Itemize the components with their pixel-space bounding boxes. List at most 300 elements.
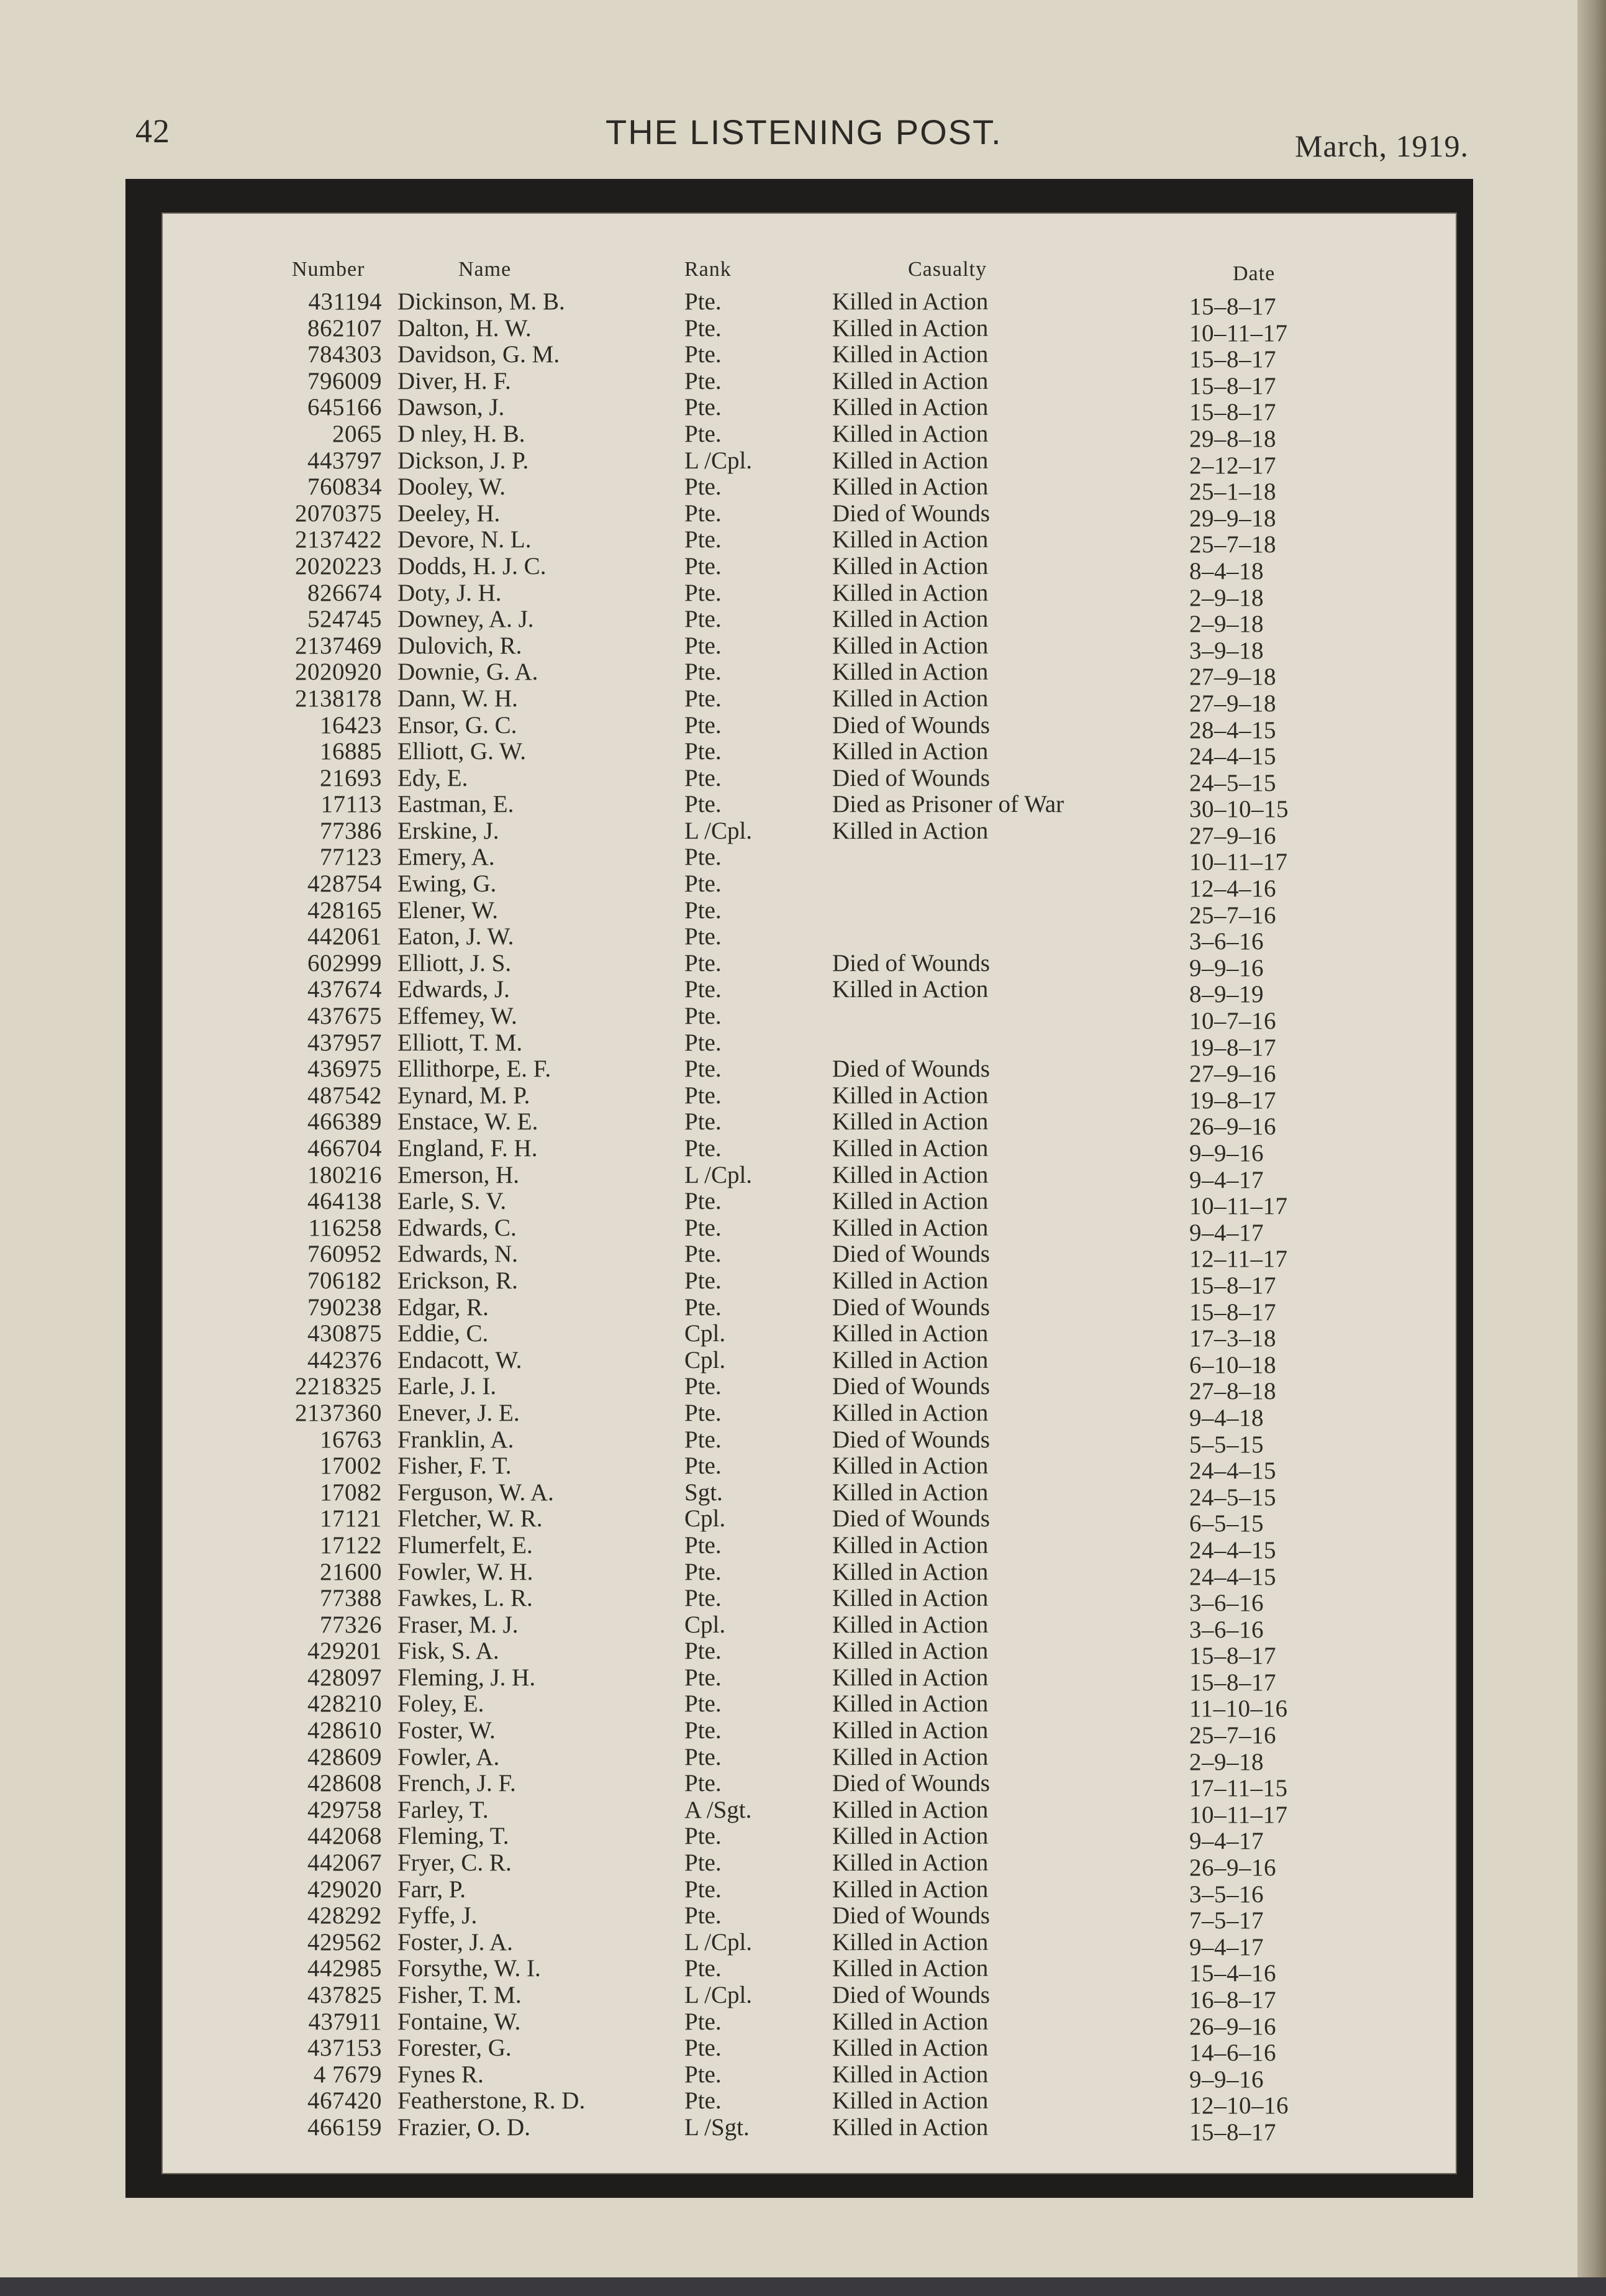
soldier-name: Endacott, W. [397, 1346, 522, 1374]
casualty-type: Killed in Action [832, 314, 989, 342]
casualty-type: Killed in Action [832, 2061, 989, 2088]
casualty-type: Killed in Action [832, 447, 989, 474]
rank: Pte. [684, 2008, 722, 2035]
soldier-name: Forsythe, W. I. [397, 1955, 541, 1982]
casualty-date: 3–6–16 [1189, 928, 1264, 955]
service-number: 790238 [307, 1293, 382, 1321]
casualty-date: 14–6–16 [1189, 2039, 1276, 2067]
casualty-date: 15–8–17 [1189, 372, 1276, 399]
table-row [0, 790, 1577, 823]
rank: Pte. [684, 1029, 722, 1056]
casualty-type: Killed in Action [832, 685, 989, 712]
service-number: 442068 [307, 1823, 382, 1850]
service-number: 760952 [307, 1241, 382, 1268]
service-number: 436975 [307, 1055, 382, 1083]
table-row [0, 922, 1577, 955]
rank: Pte. [684, 632, 722, 659]
table-row [0, 764, 1577, 796]
rank: A /Sgt. [684, 1796, 752, 1823]
service-number: 2137469 [295, 632, 382, 659]
soldier-name: Fisher, T. M. [397, 1982, 522, 2008]
casualty-date: 15–4–16 [1189, 1960, 1276, 1987]
casualty-date: 9–9–16 [1189, 954, 1264, 982]
rank: L /Cpl. [684, 447, 753, 474]
soldier-name: Eaton, J. W. [397, 923, 514, 950]
service-number: 784303 [307, 341, 382, 368]
rank: Pte. [684, 394, 722, 421]
service-number: 429562 [307, 1928, 382, 1956]
table-row [0, 1558, 1577, 1590]
table-row [0, 1187, 1577, 1220]
rank: Pte. [684, 764, 722, 791]
casualty-type: Died of Wounds [832, 1293, 990, 1321]
casualty-date: 19–8–17 [1189, 1034, 1276, 1061]
soldier-name: England, F. H. [397, 1135, 538, 1162]
soldier-name: Emerson, H. [397, 1161, 520, 1188]
soldier-name: Fontaine, W. [397, 2008, 521, 2035]
rank: Pte. [684, 2087, 722, 2115]
casualty-date: 9–4–18 [1189, 1404, 1264, 1431]
service-number: 437911 [308, 2008, 382, 2035]
casualty-type: Killed in Action [832, 526, 989, 554]
soldier-name: Downie, G. A. [397, 658, 538, 686]
casualty-date: 24–4–15 [1189, 1536, 1276, 1564]
casualty-type: Killed in Action [832, 1928, 989, 1956]
soldier-name: D nley, H. B. [397, 420, 525, 447]
casualty-date: 8–9–19 [1189, 981, 1264, 1008]
casualty-date: 12–10–16 [1189, 2092, 1289, 2120]
service-number: 77123 [320, 844, 382, 871]
casualty-date: 10–11–17 [1189, 1801, 1288, 1828]
service-number: 428609 [307, 1743, 382, 1770]
casualty-date: 6–10–18 [1189, 1351, 1276, 1378]
casualty-date: 12–11–17 [1189, 1246, 1288, 1273]
table-row [0, 1637, 1577, 1670]
rank: Pte. [684, 923, 722, 950]
service-number: 16885 [320, 738, 382, 765]
casualty-date: 15–8–17 [1189, 1642, 1276, 1670]
soldier-name: Doty, J. H. [397, 579, 502, 606]
table-row [0, 1664, 1577, 1696]
service-number: 16423 [320, 711, 382, 739]
rank: Pte. [684, 1743, 722, 1770]
rank: Pte. [684, 1823, 722, 1850]
casualty-date: 2–12–17 [1189, 452, 1276, 479]
casualty-date: 26–9–16 [1189, 1113, 1276, 1141]
rank: Pte. [684, 1558, 722, 1585]
casualty-date: 10–11–17 [1189, 319, 1288, 347]
casualty-date: 6–5–15 [1189, 1510, 1264, 1538]
rank: Pte. [684, 1108, 722, 1136]
soldier-name: Eddie, C. [397, 1320, 489, 1347]
soldier-name: Ensor, G. C. [397, 711, 517, 739]
casualty-type: Died of Wounds [832, 1982, 990, 2008]
casualty-date: 9–9–16 [1189, 2066, 1264, 2093]
soldier-name: Edy, E. [397, 764, 468, 791]
table-row [0, 737, 1577, 770]
casualty-type: Killed in Action [832, 1108, 989, 1136]
soldier-name: Featherstone, R. D. [397, 2087, 586, 2115]
rank: Pte. [684, 2061, 722, 2088]
soldier-name: Edgar, R. [397, 1293, 489, 1321]
soldier-name: Diver, H. F. [397, 367, 511, 394]
rank: Pte. [684, 1875, 722, 1903]
casualty-type: Died of Wounds [832, 949, 990, 977]
rank: Pte. [684, 1770, 722, 1797]
table-row [0, 1954, 1577, 1987]
rank: Pte. [684, 1188, 722, 1215]
soldier-name: Elliott, T. M. [397, 1029, 523, 1056]
casualty-date: 30–10–15 [1189, 796, 1289, 823]
rank: Pte. [684, 526, 722, 554]
service-number: 180216 [307, 1161, 382, 1188]
rank: Pte. [684, 976, 722, 1003]
rank: Pte. [684, 1955, 722, 1982]
service-number: 466159 [307, 2113, 382, 2141]
table-row [0, 711, 1577, 744]
table-row [0, 1849, 1577, 1882]
service-number: 602999 [307, 949, 382, 977]
service-number: 862107 [307, 314, 382, 342]
service-number: 428292 [307, 1902, 382, 1929]
soldier-name: Edwards, C. [397, 1214, 517, 1241]
table-row [0, 420, 1577, 452]
casualty-date: 24–4–15 [1189, 1457, 1276, 1485]
rank: Pte. [684, 1082, 722, 1109]
rank: Pte. [684, 1531, 722, 1559]
table-row [0, 1426, 1577, 1458]
service-number: 21600 [320, 1558, 382, 1585]
rank: Pte. [684, 1214, 722, 1241]
rank: Pte. [684, 1849, 722, 1877]
casualty-date: 15–8–17 [1189, 2118, 1276, 2146]
table-row [0, 1928, 1577, 1961]
rank: Pte. [684, 870, 722, 898]
page-number: 42 [135, 112, 170, 150]
table-row [0, 2008, 1577, 2040]
casualty-date: 10–11–17 [1189, 849, 1288, 876]
casualty-date: 15–8–17 [1189, 346, 1276, 373]
table-row [0, 1108, 1577, 1141]
table-row [0, 1690, 1577, 1723]
rank: Pte. [684, 1638, 722, 1665]
soldier-name: Fyffe, J. [397, 1902, 478, 1929]
table-row [0, 817, 1577, 849]
soldier-name: Devore, N. L. [397, 526, 532, 554]
table-row [0, 1796, 1577, 1828]
soldier-name: Fryer, C. R. [397, 1849, 512, 1877]
service-number: 464138 [307, 1188, 382, 1215]
casualty-type: Killed in Action [832, 1796, 989, 1823]
casualty-date: 9–4–17 [1189, 1933, 1264, 1961]
casualty-type: Killed in Action [832, 606, 989, 633]
casualty-type: Died of Wounds [832, 1426, 990, 1453]
service-number: 466389 [307, 1108, 382, 1136]
casualty-date: 26–9–16 [1189, 1854, 1276, 1882]
rank: Pte. [684, 1664, 722, 1691]
table-row [0, 1399, 1577, 1431]
rank: Pte. [684, 420, 722, 447]
soldier-name: Dickinson, M. B. [397, 288, 565, 315]
casualty-type: Killed in Action [832, 367, 989, 394]
soldier-name: Foster, J. A. [397, 1928, 513, 1956]
table-row [0, 1875, 1577, 1908]
service-number: 428608 [307, 1770, 382, 1797]
rank: Pte. [684, 685, 722, 712]
casualty-type: Killed in Action [832, 1346, 989, 1374]
service-number: 17082 [320, 1478, 382, 1506]
casualty-date: 25–7–16 [1189, 1722, 1276, 1749]
soldier-name: Ferguson, W. A. [397, 1478, 554, 1506]
service-number: 706182 [307, 1267, 382, 1294]
service-number: 429020 [307, 1875, 382, 1903]
soldier-name: Fletcher, W. R. [397, 1505, 543, 1533]
soldier-name: Elliott, J. S. [397, 949, 512, 977]
rank: L /Cpl. [684, 1928, 753, 1956]
table-row [0, 605, 1577, 638]
service-number: 2020223 [295, 552, 382, 580]
service-number: 428210 [307, 1690, 382, 1718]
rank: Cpl. [684, 1346, 726, 1374]
table-row [0, 1055, 1577, 1088]
casualty-type: Killed in Action [832, 1558, 989, 1585]
service-number: 16763 [320, 1426, 382, 1453]
rank: L /Cpl. [684, 817, 753, 844]
soldier-name: Fleming, T. [397, 1823, 509, 1850]
column-header-date: Date [1233, 262, 1276, 285]
casualty-date: 2–9–18 [1189, 584, 1264, 611]
table-row [0, 1981, 1577, 2013]
casualty-date: 24–5–15 [1189, 769, 1276, 796]
rank: Pte. [684, 367, 722, 394]
casualty-date: 7–5–17 [1189, 1907, 1264, 1934]
service-number: 77326 [320, 1611, 382, 1638]
table-row [0, 1240, 1577, 1273]
rank: Pte. [684, 1267, 722, 1294]
service-number: 428097 [307, 1664, 382, 1691]
service-number: 442061 [307, 923, 382, 950]
casualty-type: Killed in Action [832, 1399, 989, 1426]
service-number: 437825 [307, 1982, 382, 2008]
casualty-date: 27–9–16 [1189, 822, 1276, 849]
casualty-type: Killed in Action [832, 394, 989, 421]
service-number: 21693 [320, 764, 382, 791]
service-number: 645166 [307, 394, 382, 421]
soldier-name: Fisher, F. T. [397, 1452, 512, 1480]
table-row [0, 552, 1577, 585]
casualty-type: Killed in Action [832, 1478, 989, 1506]
column-header-rank: Rank [684, 258, 732, 281]
soldier-name: Fraser, M. J. [397, 1611, 519, 1638]
service-number: 428165 [307, 896, 382, 924]
casualty-type: Killed in Action [832, 288, 989, 315]
rank: Pte. [684, 1293, 722, 1321]
soldier-name: Downey, A. J. [397, 606, 534, 633]
table-row [0, 2034, 1577, 2067]
service-number: 443797 [307, 447, 382, 474]
soldier-name: Foley, E. [397, 1690, 484, 1718]
soldier-name: Fowler, W. H. [397, 1558, 533, 1585]
casualty-date: 27–9–16 [1189, 1060, 1276, 1088]
casualty-type: Killed in Action [832, 1638, 989, 1665]
casualty-type: Killed in Action [832, 2008, 989, 2035]
soldier-name: Dann, W. H. [397, 685, 518, 712]
casualty-date: 2–9–18 [1189, 1748, 1264, 1775]
soldier-name: Deeley, H. [397, 499, 501, 527]
soldier-name: Emery, A. [397, 844, 495, 871]
casualty-date: 9–4–17 [1189, 1166, 1264, 1193]
casualty-type: Died of Wounds [832, 764, 990, 791]
table-row [0, 473, 1577, 506]
casualty-type: Killed in Action [832, 1161, 989, 1188]
casualty-date: 27–8–18 [1189, 1378, 1276, 1405]
soldier-name: Dalton, H. W. [397, 314, 532, 342]
rank: Cpl. [684, 1320, 726, 1347]
service-number: 487542 [307, 1082, 382, 1109]
casualty-type: Killed in Action [832, 341, 989, 368]
service-number: 116258 [308, 1214, 382, 1241]
casualty-date: 24–4–15 [1189, 1563, 1276, 1590]
rank: Pte. [684, 791, 722, 818]
table-row [0, 314, 1577, 347]
soldier-name: Elener, W. [397, 896, 498, 924]
casualty-type: Killed in Action [832, 1082, 989, 1109]
table-row [0, 896, 1577, 929]
soldier-name: Fleming, J. H. [397, 1664, 536, 1691]
soldier-name: Davidson, G. M. [397, 341, 560, 368]
page-spine [1577, 0, 1606, 2296]
rank: Pte. [684, 1585, 722, 1612]
soldier-name: Eastman, E. [397, 791, 514, 818]
soldier-name: Eynard, M. P. [397, 1082, 530, 1109]
casualty-date: 15–8–17 [1189, 293, 1276, 320]
service-number: 437674 [307, 976, 382, 1003]
rank: Pte. [684, 1055, 722, 1083]
casualty-date: 17–11–15 [1189, 1775, 1288, 1802]
service-number: 442376 [307, 1346, 382, 1374]
casualty-type: Killed in Action [832, 1452, 989, 1480]
casualty-type: Died of Wounds [832, 1241, 990, 1268]
service-number: 17121 [320, 1505, 382, 1533]
soldier-name: French, J. F. [397, 1770, 516, 1797]
soldier-name: Elliott, G. W. [397, 738, 526, 765]
casualty-type: Killed in Action [832, 738, 989, 765]
soldier-name: Earle, S. V. [397, 1188, 507, 1215]
table-row [0, 658, 1577, 691]
casualty-type: Killed in Action [832, 1531, 989, 1559]
table-row [0, 2087, 1577, 2120]
casualty-type: Died of Wounds [832, 711, 990, 739]
service-number: 2020920 [295, 658, 382, 686]
casualty-date: 10–7–16 [1189, 1008, 1276, 1035]
rank: Pte. [684, 658, 722, 686]
table-row [0, 2113, 1577, 2146]
casualty-date: 27–9–18 [1189, 690, 1276, 717]
table-row [0, 526, 1577, 558]
casualty-date: 25–1–18 [1189, 478, 1276, 506]
casualty-type: Killed in Action [832, 1849, 989, 1877]
rank: Pte. [684, 499, 722, 527]
rank: Pte. [684, 314, 722, 342]
service-number: 77388 [320, 1585, 382, 1612]
column-header-number: Number [292, 258, 365, 281]
casualty-type: Killed in Action [832, 552, 989, 580]
soldier-name: Dawson, J. [397, 394, 505, 421]
rank: Pte. [684, 579, 722, 606]
casualty-type: Killed in Action [832, 1823, 989, 1850]
table-row [0, 447, 1577, 479]
rank: Pte. [684, 606, 722, 633]
casualty-date: 11–10–16 [1189, 1695, 1288, 1723]
casualty-type: Killed in Action [832, 1717, 989, 1744]
rank: Pte. [684, 711, 722, 739]
casualty-date: 3–6–16 [1189, 1590, 1264, 1617]
soldier-name: Enstace, W. E. [397, 1108, 538, 1136]
soldier-name: Fisk, S. A. [397, 1638, 499, 1665]
casualty-list [0, 288, 1577, 2146]
rank: Sgt. [684, 1478, 723, 1506]
soldier-name: Frazier, O. D. [397, 2113, 530, 2141]
casualty-type: Killed in Action [832, 1267, 989, 1294]
table-row [0, 1822, 1577, 1855]
table-row [0, 685, 1577, 717]
service-number: 2138178 [295, 685, 382, 712]
table-row [0, 1611, 1577, 1643]
service-number: 442985 [307, 1955, 382, 1982]
soldier-name: Earle, J. I. [397, 1373, 497, 1400]
service-number: 437675 [307, 1003, 382, 1030]
casualty-date: 9–4–17 [1189, 1828, 1264, 1855]
casualty-type: Killed in Action [832, 1664, 989, 1691]
casualty-type: Killed in Action [832, 420, 989, 447]
service-number: 2137360 [295, 1399, 382, 1426]
rank: Pte. [684, 1452, 722, 1480]
rank: Pte. [684, 844, 722, 871]
soldier-name: Erskine, J. [397, 817, 499, 844]
casualty-type: Killed in Action [832, 1955, 989, 1982]
table-row [0, 2061, 1577, 2093]
service-number: 437957 [307, 1029, 382, 1056]
soldier-name: Dooley, W. [397, 473, 506, 501]
rank: Pte. [684, 896, 722, 924]
table-row [0, 1346, 1577, 1378]
rank: Pte. [684, 1373, 722, 1400]
soldier-name: Foster, W. [397, 1717, 496, 1744]
rank: Pte. [684, 1399, 722, 1426]
casualty-type: Killed in Action [832, 1611, 989, 1638]
casualty-date: 3–6–16 [1189, 1616, 1264, 1643]
casualty-date: 24–4–15 [1189, 743, 1276, 770]
soldier-name: Edwards, N. [397, 1241, 518, 1268]
rank: L /Cpl. [684, 1161, 753, 1188]
table-row [0, 340, 1577, 373]
service-number: 760834 [307, 473, 382, 501]
rank: Pte. [684, 2034, 722, 2062]
soldier-name: Farley, T. [397, 1796, 489, 1823]
service-number: 796009 [307, 367, 382, 394]
rank: Pte. [684, 288, 722, 315]
casualty-date: 15–8–17 [1189, 1272, 1276, 1299]
soldier-name: Dodds, H. J. C. [397, 552, 547, 580]
table-row [0, 1743, 1577, 1775]
casualty-type: Killed in Action [832, 1188, 989, 1215]
scan-edge [0, 2277, 1606, 2296]
table-row [0, 1531, 1577, 1564]
casualty-type: Died of Wounds [832, 499, 990, 527]
casualty-date: 15–8–17 [1189, 1669, 1276, 1696]
service-number: 429201 [307, 1638, 382, 1665]
service-number: 4 7679 [313, 2061, 382, 2088]
